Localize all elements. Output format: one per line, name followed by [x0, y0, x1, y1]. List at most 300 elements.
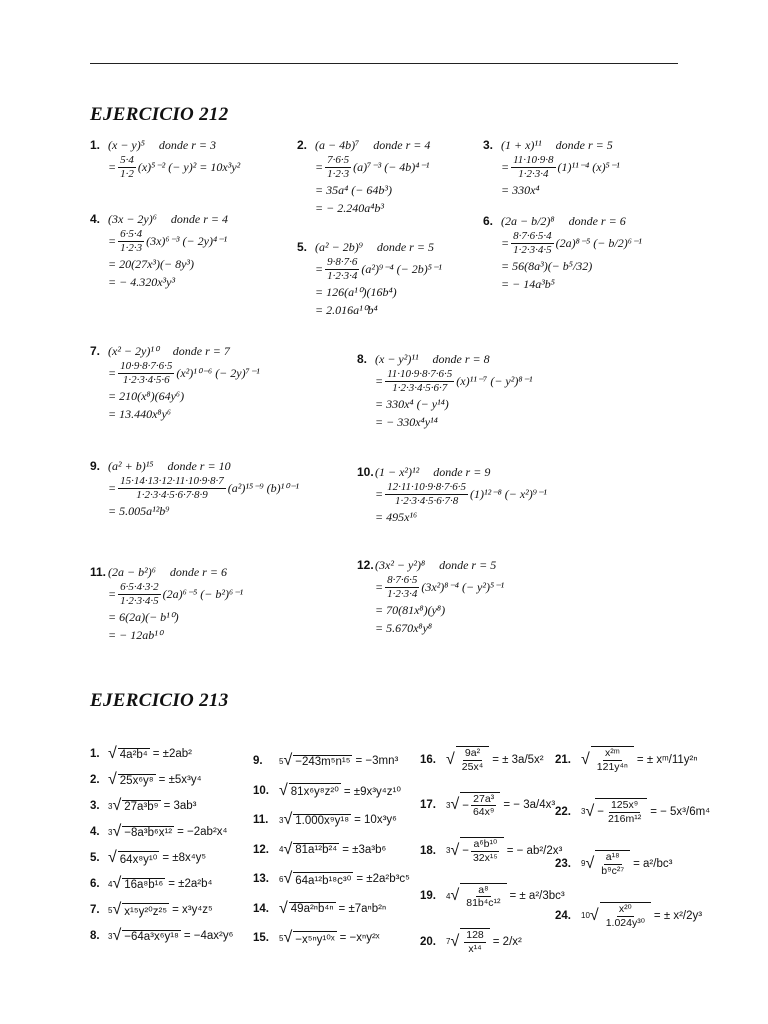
radicand-fraction — [604, 903, 647, 929]
fraction-numerator: 8·7·6·5·4 — [511, 230, 554, 244]
radicand — [293, 755, 352, 768]
solution-term: = 2.016a¹⁰b⁴ — [315, 302, 378, 317]
radical-index: 3 — [279, 815, 284, 825]
root-icon: √ — [283, 811, 293, 828]
equals-sign: = — [108, 481, 117, 496]
exercise-212-item — [90, 457, 299, 520]
radical-result: = x³y⁴z⁵ — [172, 904, 213, 916]
radicand-term: − — [462, 845, 469, 858]
root-icon: √ — [112, 823, 122, 840]
exercise-number: 22. — [555, 805, 571, 818]
equals-sign: = — [501, 160, 510, 175]
root-icon: √ — [112, 901, 122, 918]
solution-line — [90, 255, 228, 273]
coefficient-fraction — [325, 154, 351, 181]
radicand — [595, 798, 647, 825]
donde-term: donde r = 7 — [172, 343, 230, 358]
binomial-expression: (3x − 2y)⁶ — [108, 211, 157, 226]
solution-line — [357, 413, 532, 431]
exercise-number: 24. — [555, 909, 571, 922]
solution-term: (3x²)⁸⁻⁴ (− y²)⁵⁻¹ — [421, 580, 505, 595]
solution-term: = − 12ab¹⁰ — [108, 627, 163, 642]
radical-exercise — [555, 798, 710, 825]
radicand — [460, 928, 490, 955]
radicand — [289, 902, 336, 915]
radical-result: = 2/x² — [492, 935, 522, 948]
equals-sign: = — [501, 236, 510, 251]
root-icon: √ — [450, 887, 460, 905]
radicand-term: 25x⁶y⁸ — [119, 774, 154, 787]
exercise-number: 7. — [90, 343, 101, 358]
root-icon: √ — [283, 870, 293, 887]
exercise-number: 9. — [90, 458, 101, 473]
radical-exercise — [555, 902, 702, 929]
radical-exercise — [420, 837, 562, 864]
radicand — [289, 783, 341, 798]
root-icon: √ — [112, 797, 122, 814]
solution-term: (x)⁵⁻² (− y)² = 10x³y² — [137, 160, 241, 175]
solution-term: = 35a⁴ (− 64b³) — [315, 182, 392, 197]
radical-index: 4 — [279, 845, 284, 854]
radicand-fraction — [595, 747, 630, 773]
radical-sign — [279, 870, 353, 888]
exercise-212-item — [90, 136, 240, 181]
radicand-term: −x⁵ⁿy¹⁰ˣ — [295, 933, 335, 946]
radical-sign — [108, 901, 169, 919]
solution-line — [90, 581, 243, 608]
radical-sign — [279, 900, 336, 918]
binomial-expression: (1 + x)¹¹ — [501, 137, 542, 152]
solution-term: (x)¹¹⁻⁷ (− y²)⁸⁻¹ — [456, 374, 533, 389]
exercise-212-item — [357, 463, 547, 526]
exercise-number: 14. — [253, 902, 269, 915]
exercise-number: 2. — [90, 774, 100, 786]
binomial-expression: (3x² − y²)⁸ — [375, 557, 426, 572]
radical-exercise — [90, 745, 192, 763]
exercise-number: 8. — [357, 351, 368, 366]
radical-sign — [108, 927, 181, 945]
radical-result: = −2ab²x⁴ — [177, 826, 228, 838]
radicand-term: 49a²ⁿb⁴ⁿ — [290, 903, 334, 915]
exercise-212-item — [297, 238, 442, 319]
radical-sign — [279, 782, 341, 800]
fraction-denominator: 1·2·3·4 — [518, 168, 549, 181]
radicand-term: 4a²b⁴ — [119, 748, 148, 761]
radicand-fraction — [606, 799, 643, 825]
equals-sign: = — [108, 366, 117, 381]
radicand — [122, 800, 160, 813]
exercise-number: 16. — [420, 753, 436, 766]
solution-term: (2a)⁶⁻⁵ (− b²)⁶⁻¹ — [162, 587, 244, 602]
exercise-212-item — [90, 342, 260, 423]
exercise-header — [357, 556, 504, 574]
solution-term: (1)¹¹⁻⁴ (x)⁵⁻¹ — [557, 160, 620, 175]
binomial-expression: (a − 4b)⁷ — [315, 137, 360, 152]
radical-result: = ±3a³b⁶ — [342, 843, 387, 856]
radical-exercise — [253, 811, 397, 829]
radicand — [122, 903, 169, 918]
radical-exercise — [420, 792, 555, 819]
radicand-fraction — [471, 793, 496, 819]
radical-sign — [279, 811, 351, 829]
fraction-numerator: a⁶b¹⁰ — [473, 838, 498, 850]
radical-sign — [108, 745, 150, 763]
exercise-number: 9. — [253, 755, 263, 767]
radical-exercise — [420, 883, 565, 910]
radical-exercise — [253, 870, 410, 888]
solution-term: = 5.005a¹²b⁹ — [108, 503, 170, 518]
exercise-number: 6. — [90, 878, 100, 890]
radical-exercise — [253, 929, 380, 947]
equals-sign: = — [108, 160, 117, 175]
equals-sign: = — [375, 374, 384, 389]
fraction-numerator: x²ᵐ — [604, 747, 620, 759]
radical-index: 4 — [446, 891, 451, 901]
root-icon: √ — [283, 929, 293, 946]
exercise-number: 19. — [420, 890, 436, 903]
radical-index: 5 — [279, 756, 284, 766]
radical-result: = ±2a²b³c⁵ — [356, 873, 410, 885]
solution-line — [357, 601, 504, 619]
solution-line — [357, 481, 547, 508]
radical-index: 10 — [581, 911, 590, 921]
solution-term: = 70(81x⁸)(y⁸) — [375, 602, 446, 617]
fraction-numerator: 9·8·7·6 — [325, 256, 359, 270]
donde-term: donde r = 6 — [169, 564, 227, 579]
radicand — [122, 826, 174, 839]
fraction-numerator: 11·10·9·8·7·6·5 — [385, 368, 454, 382]
solution-term: = − 2.240a⁴b³ — [315, 200, 384, 215]
solution-line — [90, 475, 299, 502]
coefficient-fraction — [511, 230, 554, 257]
radical-index: 5 — [279, 933, 284, 943]
exercise-number: 18. — [420, 844, 436, 857]
radical-result: = ±5x³y⁴ — [158, 774, 202, 786]
fraction-denominator: 1·2·3·4 — [387, 588, 418, 601]
exercise-number: 21. — [555, 753, 571, 766]
radical-exercise — [555, 746, 698, 773]
radicand-term: 64a¹²b¹⁸c³⁰ — [295, 874, 352, 887]
solution-line — [483, 154, 620, 181]
radical-result: = − ab²/2x³ — [506, 844, 563, 857]
donde-term: donde r = 5 — [439, 557, 497, 572]
donde-term: donde r = 6 — [568, 213, 626, 228]
solution-line — [297, 154, 430, 181]
radicand — [122, 878, 165, 891]
fraction-denominator: b⁹c²⁷ — [601, 864, 625, 877]
equals-sign: = — [315, 262, 324, 277]
radicand — [460, 792, 500, 819]
fraction-denominator: x¹⁴ — [468, 942, 482, 955]
radical-sign — [108, 797, 161, 815]
fraction-denominator: 121y⁴ⁿ — [596, 760, 628, 773]
radicand — [456, 746, 489, 773]
root-icon: √ — [279, 781, 288, 799]
fraction-denominator: 1·2·3·4 — [327, 270, 358, 283]
donde-term: donde r = 4 — [373, 137, 431, 152]
radical-exercise — [253, 782, 401, 800]
radical-result: = ±2ab² — [152, 748, 192, 760]
solution-term: = − 14a³b⁵ — [501, 276, 555, 291]
exercise-number: 3. — [90, 800, 100, 812]
binomial-expression: (a² − 2b)⁹ — [315, 239, 363, 254]
exercise-number: 11. — [253, 814, 269, 826]
solution-term: (a²)¹⁵⁻⁹ (b)¹⁰⁻¹ — [227, 481, 299, 496]
exercise-212-item — [483, 212, 642, 293]
radical-sign — [581, 746, 634, 773]
exercise-header — [483, 136, 620, 154]
coefficient-fraction — [118, 475, 226, 502]
coefficient-fraction — [385, 368, 454, 395]
solution-line — [90, 387, 260, 405]
solution-line — [90, 360, 260, 387]
radical-sign — [446, 928, 490, 955]
binomial-expression: (x − y²)¹¹ — [375, 351, 419, 366]
solution-line — [483, 257, 642, 275]
solution-line — [297, 199, 430, 217]
root-icon: √ — [446, 750, 455, 768]
radicand — [595, 850, 630, 877]
radical-result: = −4ax²y⁶ — [183, 930, 234, 942]
radicand-term: −243m⁵n¹⁵ — [295, 755, 351, 768]
radical-sign — [446, 746, 489, 773]
radical-exercise — [420, 928, 522, 955]
radical-exercise — [90, 927, 233, 945]
root-icon: √ — [450, 796, 460, 814]
radical-sign — [581, 902, 651, 929]
exercise-header — [90, 457, 299, 475]
solution-term: (3x)⁶⁻³ (− 2y)⁴⁻¹ — [146, 234, 228, 249]
solution-line — [90, 502, 299, 520]
solution-line — [357, 395, 532, 413]
root-icon: √ — [450, 932, 460, 950]
radical-exercise — [555, 850, 672, 877]
solution-term: = 6(2a)(− b¹⁰) — [108, 609, 179, 624]
radicand-term: − — [597, 806, 604, 819]
exercise-number: 10. — [357, 464, 374, 479]
radical-result: = 10x³y⁶ — [354, 814, 397, 826]
exercise-header — [297, 136, 430, 154]
fraction-denominator: 1.024y³⁰ — [605, 916, 645, 929]
root-icon: √ — [108, 745, 117, 762]
radical-result: = ±9x³y⁴z¹⁰ — [343, 785, 401, 798]
radical-index: 3 — [108, 801, 113, 811]
donde-term: donde r = 3 — [158, 137, 217, 152]
radicand-term: 64x⁸y¹⁰ — [119, 853, 158, 866]
radical-exercise — [90, 771, 202, 789]
root-icon: √ — [283, 752, 293, 769]
radical-index: 3 — [108, 827, 113, 837]
fraction-numerator: 11·10·9·8 — [511, 154, 555, 168]
exercise-number: 11. — [90, 564, 107, 579]
root-icon: √ — [108, 849, 117, 866]
exercise-number: 1. — [90, 137, 101, 152]
equals-sign: = — [108, 234, 117, 249]
radical-exercise — [90, 901, 213, 919]
donde-term: donde r = 4 — [170, 211, 229, 226]
exercise-number: 2. — [297, 137, 308, 152]
radicand-fraction — [471, 838, 500, 864]
radicand — [293, 931, 336, 946]
solution-line — [483, 181, 620, 199]
radical-index: 9 — [581, 859, 586, 869]
radical-sign — [108, 823, 174, 841]
solution-term: = 330x⁴ — [501, 182, 540, 197]
radical-sign — [446, 883, 507, 910]
radicand — [460, 883, 506, 910]
fraction-denominator: 1·2·3·4·5 — [513, 244, 552, 257]
radical-result: = ± xᵐ/11y²ⁿ — [636, 753, 698, 766]
fraction-numerator: x²⁰ — [618, 903, 632, 915]
solution-term: = 5.670x⁸y⁸ — [375, 620, 433, 635]
radical-result: = ± x²/2y³ — [653, 909, 703, 922]
solution-line — [90, 626, 243, 644]
radicand-term: −8a³b⁶x¹² — [124, 826, 173, 839]
donde-term: donde r = 5 — [555, 137, 613, 152]
coefficient-fraction — [118, 581, 161, 608]
equals-sign: = — [315, 160, 324, 175]
radical-exercise — [420, 746, 544, 773]
radical-result: = −xⁿy²ˣ — [339, 932, 380, 944]
radicand-term: 81a¹²b²⁴ — [295, 844, 338, 856]
binomial-expression: (1 − x²)¹² — [375, 464, 420, 479]
solution-term: (a²)⁹⁻⁴ (− 2b)⁵⁻¹ — [361, 262, 442, 277]
radical-index: 7 — [446, 937, 451, 947]
radical-sign — [446, 837, 504, 864]
fraction-numerator: 128 — [466, 929, 484, 941]
fraction-numerator: 125x⁹ — [610, 799, 639, 811]
fraction-denominator: 25x⁴ — [461, 760, 484, 773]
exercise-number: 7. — [90, 904, 100, 916]
solution-term: = 20(27x³)(− 8y³) — [108, 256, 195, 271]
equals-sign: = — [375, 580, 384, 595]
coefficient-fraction — [118, 228, 144, 255]
radicand — [293, 872, 353, 887]
solution-line — [357, 574, 504, 601]
binomial-expression: (x² − 2y)¹⁰ — [108, 343, 159, 358]
solution-line — [357, 619, 504, 637]
coefficient-fraction — [511, 154, 555, 181]
fraction-numerator: 9a² — [464, 747, 481, 759]
radicand — [293, 843, 339, 856]
radicand-fraction — [599, 851, 626, 877]
exercise-212-item — [297, 136, 430, 217]
radicand — [293, 814, 351, 827]
radical-sign — [581, 850, 630, 877]
binomial-expression: (x − y)⁵ — [108, 137, 145, 152]
solution-term: (2a)⁸⁻⁵ (− b/2)⁶⁻¹ — [555, 236, 642, 251]
radical-sign — [108, 771, 156, 789]
fraction-numerator: 15·14·13·12·11·10·9·8·7 — [118, 475, 226, 489]
solution-line — [90, 154, 240, 181]
solution-term: (x²)¹⁰⁻⁶ (− 2y)⁷⁻¹ — [176, 366, 260, 381]
radicand-term: − — [462, 799, 469, 812]
solution-line — [297, 301, 442, 319]
solution-line — [90, 273, 228, 291]
solution-line — [357, 368, 532, 395]
fraction-denominator: 1·2·3·4·5·6 — [122, 374, 170, 387]
exercise-number: 1. — [90, 748, 100, 760]
radicand — [591, 746, 634, 773]
exercise-number: 8. — [90, 930, 100, 942]
radical-index: 3 — [108, 931, 113, 941]
exercise-number: 5. — [297, 239, 308, 254]
fraction-denominator: 216m¹² — [607, 812, 642, 825]
top-rule — [90, 63, 678, 64]
radical-result: = 3ab³ — [163, 800, 197, 812]
equals-sign: = — [108, 587, 117, 602]
heading-ejercicio-212: EJERCICIO 212 — [90, 104, 229, 125]
fraction-numerator: 8·7·6·5 — [385, 574, 419, 588]
donde-term: donde r = 9 — [433, 464, 491, 479]
radical-index: 3 — [446, 800, 451, 810]
fraction-numerator: 5·4 — [118, 154, 136, 168]
radicand — [122, 930, 181, 943]
coefficient-fraction — [385, 574, 419, 601]
radical-result: = ±7aⁿb²ⁿ — [338, 902, 387, 915]
solution-term: (a)⁷⁻³ (− 4b)⁴⁻¹ — [353, 160, 430, 175]
solution-line — [483, 230, 642, 257]
solution-term: = 495x¹⁶ — [375, 509, 418, 524]
exercise-number: 12. — [357, 557, 374, 572]
exercise-number: 13. — [253, 873, 269, 885]
exercise-header — [90, 563, 243, 581]
solution-term: = 126(a¹⁰)(16b⁴) — [315, 284, 397, 299]
exercise-number: 5. — [90, 852, 100, 864]
root-icon: √ — [108, 771, 117, 788]
coefficient-fraction — [325, 256, 359, 283]
root-icon: √ — [585, 854, 595, 872]
exercise-212-item — [483, 136, 620, 199]
donde-term: donde r = 10 — [167, 458, 231, 473]
solution-line — [483, 275, 642, 293]
radical-index: 3 — [446, 846, 451, 856]
radical-sign — [108, 849, 159, 867]
solution-term: = 56(8a³)(− b⁵/32) — [501, 258, 593, 273]
fraction-denominator: 1·2·3 — [120, 242, 143, 255]
radical-result: = ± 3a/5x² — [492, 753, 544, 766]
solution-line — [90, 608, 243, 626]
exercise-header — [90, 342, 260, 360]
radicand-term: 16a⁸b¹⁶ — [124, 878, 164, 891]
solution-term: = − 330x⁴y¹⁴ — [375, 414, 438, 429]
solution-line — [297, 283, 442, 301]
radical-result: = ±8x⁴y⁵ — [162, 852, 207, 864]
exercise-212-item — [357, 350, 532, 431]
exercise-header — [483, 212, 642, 230]
exercise-number: 4. — [90, 211, 101, 226]
exercise-header — [90, 136, 240, 154]
donde-term: donde r = 5 — [376, 239, 434, 254]
fraction-denominator: 81b⁴c¹² — [466, 897, 501, 910]
radicand-term: x¹⁵y²⁰z²⁵ — [124, 905, 168, 918]
radical-index: 4 — [108, 879, 113, 889]
fraction-denominator: 1·2·3 — [327, 168, 350, 181]
root-icon: √ — [112, 927, 122, 944]
exercise-212-item — [90, 210, 228, 291]
exercise-212-item — [90, 563, 243, 644]
fraction-denominator: 1·2 — [120, 168, 134, 181]
exercise-header — [90, 210, 228, 228]
radical-result: = − 3a/4x³ — [503, 799, 556, 812]
heading-ejercicio-213: EJERCICIO 213 — [90, 690, 229, 711]
fraction-numerator: 10·9·8·7·6·5 — [118, 360, 174, 374]
fraction-denominator: 1·2·3·4·5·6·7·8·9 — [136, 489, 208, 502]
coefficient-fraction — [118, 154, 136, 181]
solution-term: (1)¹²⁻⁸ (− x²)⁹⁻¹ — [470, 487, 547, 502]
fraction-numerator: 7·6·5 — [325, 154, 351, 168]
radicand — [118, 851, 160, 866]
